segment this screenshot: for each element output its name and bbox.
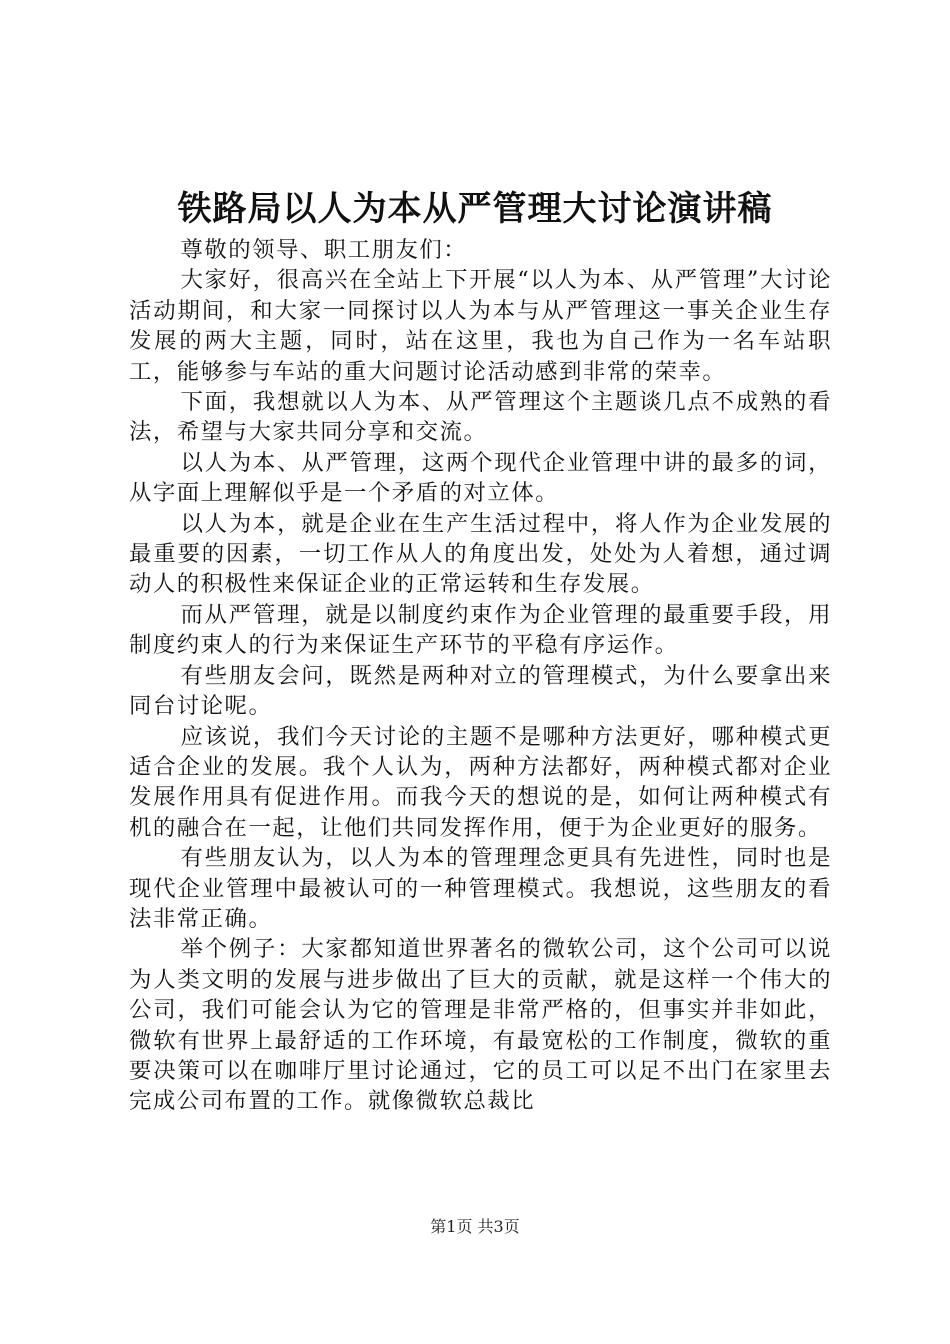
body-paragraph: 以人为本，就是企业在生产生活过程中，将人作为企业发展的最重要的因素，一切工作从人的角度出发，处处为人着想，通过调动人的积极性来保证企业的正常运转和生存发展。 (129, 510, 832, 598)
body-paragraph: 以人为本、从严管理，这两个现代企业管理中讲的最多的词，从字面上理解似乎是一个矛盾的对立体。 (129, 449, 832, 507)
body-paragraph: 有些朋友会问，既然是两种对立的管理模式，为什么要拿出来同台讨论呢。 (129, 662, 832, 720)
body-paragraph: 举个例子：大家都知道世界著名的微软公司，这个公司可以说为人类文明的发展与进步做出了巨大的贡献，就是这样一个伟大的公司，我们可能会认为它的管理是非常严格的，但事实并非如此，微软有世界上最舒适的工作环境，有最宽松的工作制度，微软的重要决策可以在咖啡厅里讨论通过，它的员工可以足不出门在家里去完成公司布置的工作。就像微软总裁比 (129, 936, 832, 1115)
body-paragraph: 有些朋友认为，以人为本的管理理念更具有先进性，同时也是现代企业管理中最被认可的一种管理模式。我想说，这些朋友的看法非常正确。 (129, 845, 832, 932)
document-body (129, 235, 832, 1117)
body-paragraph: 而从严管理，就是以制度约束作为企业管理的最重要手段，用制度约束人的行为来保证生产环节的平稳有序运作。 (129, 601, 832, 659)
salutation-paragraph: 尊敬的领导、职工朋友们： (180, 237, 468, 263)
body-paragraph: 应该说，我们今天讨论的主题不是哪种方法更好，哪种模式更适合企业的发展。我个人认为，两种方法都好，两种模式都对企业发展作用具有促进作用。而我今天的想说的是，如何让两种模式有机的融合在一起，让他们共同发挥作用，便于为企业更好的服务。 (129, 723, 832, 841)
body-paragraph: 大家好，很高兴在全站上下开展“以人为本、从严管理”大讨论活动期间，和大家一同探讨以人为本与从严管理这一事关企业生存发展的两大主题，同时，站在这里，我也为自己作为一名车站职工，能够参与车站的重大问题讨论活动感到非常的荣幸。 (129, 267, 832, 385)
page-number-footer: 第1页 共3页 (430, 1217, 520, 1236)
document-title: 铁路局以人为本从严管理大讨论演讲稿 (177, 189, 773, 229)
body-paragraph: 下面，我想就以人为本、从严管理这个主题谈几点不成熟的看法，希望与大家共同分享和交流。 (129, 389, 832, 446)
